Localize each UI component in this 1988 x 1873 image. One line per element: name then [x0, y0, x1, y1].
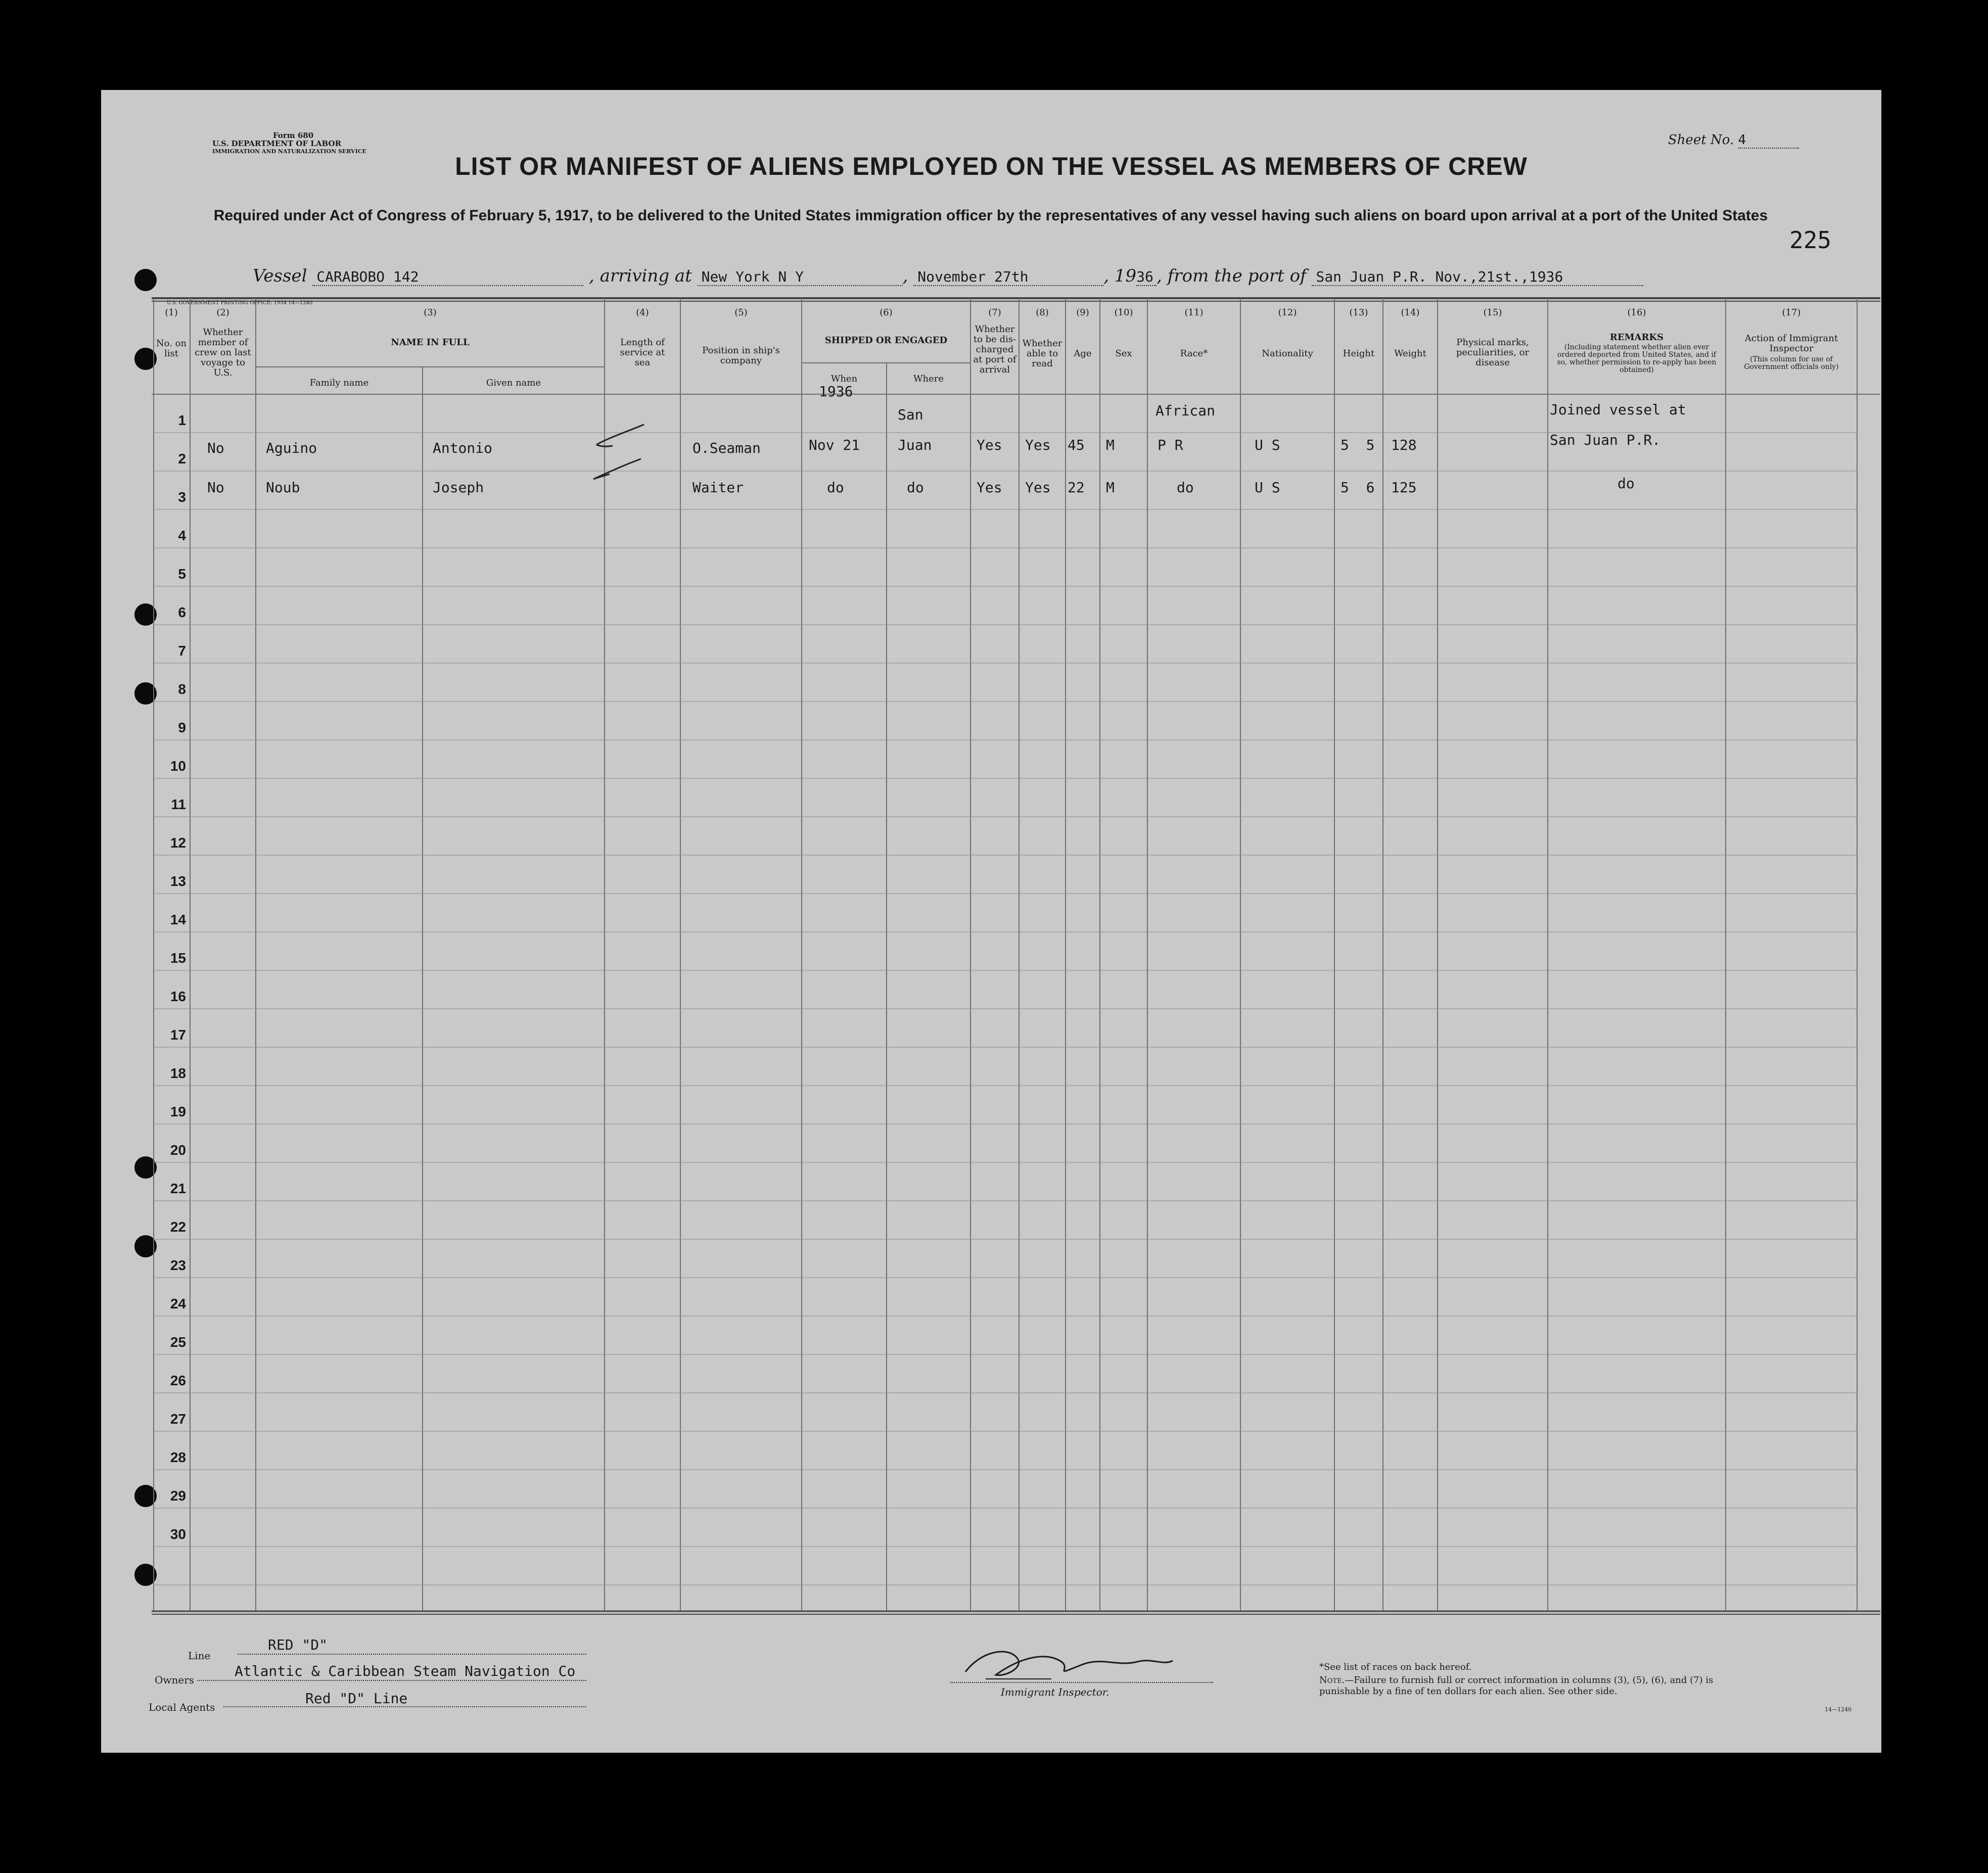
vessel-name: CARABOBO 142 [312, 268, 583, 286]
entry-1-sex: M [1106, 437, 1115, 453]
penalty-note [1319, 1675, 1714, 1697]
department-name: U.S. DEPARTMENT OF LABOR [212, 139, 342, 148]
col-header-16-sub: (Including statement whether alien ever ordered deported from United States, and if so, whether permission to re-apply has been obtained) [1557, 343, 1717, 374]
from-label: , from the port of [1157, 266, 1307, 286]
col-num-5: (5) [734, 307, 748, 318]
row-number: 14 [170, 912, 186, 927]
races-note: *See list of races on back hereof. [1319, 1662, 1472, 1672]
entry-1-given-name: Antonio [433, 440, 493, 456]
printing-office: U.S. GOVERNMENT PRINTING OFFICE: 1934 14—1240 [167, 300, 313, 306]
col-num-16: (16) [1627, 307, 1646, 318]
entry-1-crew: No [207, 440, 224, 456]
row-number: 9 [178, 720, 186, 735]
col-header-3: NAME IN FULL [391, 337, 470, 348]
entry-2-crew: No [207, 479, 224, 496]
arriving-label: , arriving at [589, 266, 692, 286]
col-header-11: Race* [1180, 348, 1208, 359]
row-number: 17 [170, 1027, 186, 1043]
col-num-10: (10) [1114, 307, 1133, 318]
row-number: 13 [170, 873, 186, 889]
col-header-15: Physical marks, peculiarities, or disease [1456, 337, 1530, 368]
col-header-1: No. on list [156, 338, 187, 359]
col-header-4: Length of service at sea [620, 337, 665, 368]
row-number: 5 [178, 566, 186, 582]
entry-1-when-year: 1936 [819, 383, 853, 400]
row-number: 10 [170, 758, 186, 774]
entry-1-race: P R [1158, 437, 1183, 453]
col-num-9: (9) [1076, 307, 1089, 318]
row-number: 26 [170, 1373, 186, 1388]
col-num-13: (13) [1349, 307, 1368, 318]
manifest-sheet [101, 90, 1881, 1753]
row-number: 19 [170, 1104, 186, 1119]
agents-label: Local Agents [149, 1701, 215, 1713]
row-number: 11 [171, 797, 186, 812]
row-number: 12 [170, 835, 186, 851]
entry-1-where: Juan [898, 437, 932, 453]
note-label: Note. [1319, 1675, 1345, 1685]
col-header-2: Whether member of crew on last voyage to U.S. [195, 327, 251, 378]
page-subtitle: Required under Act of Congress of February 5, 1917, to be delivered to the United States immigration officer by the representatives of any vessel having such aliens on board upon arrival at a port of the United States [213, 207, 1768, 224]
col-header-12: Nationality [1262, 348, 1313, 359]
agents-value: Red "D" Line [305, 1690, 408, 1707]
entry-1-remarks-line1: Joined vessel at [1550, 401, 1686, 418]
row-number: 15 [170, 950, 186, 966]
col-header-6-where: Where [913, 373, 944, 384]
col-header-14: Weight [1394, 348, 1426, 359]
entry-1-discharged: Yes [977, 437, 1002, 453]
note-text: —Failure to furnish full or correct information in columns (3), (5), (6), and (7) is punishable by a fine of ten dollars for each alien. See other side. [1319, 1675, 1714, 1697]
page-title: LIST OR MANIFEST OF ALIENS EMPLOYED ON THE VESSEL AS MEMBERS OF CREW [455, 152, 1528, 180]
row-number: 30 [170, 1526, 186, 1542]
row-number: 21 [170, 1181, 186, 1196]
form-code: 14—1240 [1825, 1706, 1852, 1713]
entry-2-remarks: do [1617, 475, 1635, 492]
entry-1-age: 45 [1068, 437, 1085, 453]
row-number: 2 [178, 451, 186, 466]
owners-underline [197, 1680, 586, 1681]
inspector-signature [950, 1642, 1213, 1687]
col-header-17-sub: (This column for use of Government officials only) [1744, 355, 1839, 371]
col-header-17: Action of Immigrant Inspector [1744, 333, 1838, 354]
row-number: 8 [178, 681, 186, 697]
owners-label: Owners [155, 1674, 195, 1686]
inspector-label: Immigrant Inspector. [1001, 1686, 1109, 1698]
entry-2-position: Waiter [692, 479, 744, 496]
row-number: 1 [178, 412, 186, 428]
agents-underline [223, 1706, 586, 1707]
col-num-17: (17) [1782, 307, 1801, 318]
vessel-label: Vessel [253, 266, 307, 286]
col-header-6: SHIPPED OR ENGAGED [824, 335, 948, 346]
form-number: Form 680 [273, 131, 314, 140]
col-header-10: Sex [1115, 348, 1132, 359]
row-number: 16 [170, 989, 186, 1004]
row-number: 3 [178, 489, 186, 505]
col-header-16: REMARKS [1609, 332, 1664, 343]
year-suffix: 36 [1136, 268, 1157, 286]
entry-2-age: 22 [1068, 479, 1085, 496]
entry-2-when: do [827, 479, 844, 496]
inspector-underline [950, 1682, 1213, 1683]
col-num-4: (4) [636, 307, 649, 318]
page-number: 225 [1789, 226, 1832, 254]
col-header-13: Height [1343, 348, 1375, 359]
entry-1-read: Yes [1025, 437, 1051, 453]
row-number: 29 [170, 1488, 186, 1504]
line-label: Line [188, 1650, 211, 1662]
col-header-5: Position in ship's company [702, 345, 780, 366]
entry-1-height: 5 5 [1340, 437, 1375, 453]
row-number: 24 [170, 1296, 186, 1312]
entry-2-given-name: Joseph [433, 479, 484, 496]
line-value: RED "D" [268, 1636, 328, 1653]
col-num-1: (1) [165, 307, 178, 318]
entry-1-nationality: U S [1255, 437, 1280, 453]
entry-1-remarks: San Juan P.R. [1550, 432, 1661, 448]
row-number: 27 [170, 1411, 186, 1427]
arriving-port: New York N Y [698, 268, 903, 286]
row-number: 4 [178, 528, 186, 543]
col-num-11: (11) [1184, 307, 1204, 318]
col-num-8: (8) [1036, 307, 1049, 318]
entry-2-sex: M [1106, 479, 1115, 496]
arrival-date: November 27th [913, 268, 1103, 286]
col-num-12: (12) [1278, 307, 1297, 318]
row-number: 22 [170, 1219, 186, 1235]
row-number: 23 [170, 1257, 186, 1273]
entry-1-where-line1: San [898, 406, 923, 423]
col-header-9: Age [1074, 348, 1092, 359]
sheet-number-label: Sheet No. [1668, 132, 1734, 148]
entry-1-position: O.Seaman [692, 440, 761, 456]
col-header-8: Whether able to read [1022, 338, 1062, 369]
owners-value: Atlantic & Caribbean Steam Navigation Co [235, 1663, 576, 1679]
entry-2-discharged: Yes [977, 479, 1002, 496]
col-num-6: (6) [880, 307, 893, 318]
col-header-6-when: When [830, 373, 858, 384]
entry-2-height: 5 6 [1340, 479, 1375, 496]
vessel-line: Vessel CARABOBO 142 , arriving at New York N Y , November 27th , 1936 , from the port of San Juan P.R. Nov.,21st.,1936 [253, 266, 1643, 286]
row-number: 18 [170, 1065, 186, 1081]
col-num-2: (2) [216, 307, 229, 318]
entry-1-weight: 128 [1391, 437, 1417, 453]
year-prefix: 19 [1114, 266, 1137, 286]
entry-2-where: do [907, 479, 924, 496]
col-header-3-family: Family name [309, 378, 369, 388]
departure-port: San Juan P.R. Nov.,21st.,1936 [1312, 268, 1643, 286]
entry-1-race-line1: African [1155, 402, 1216, 419]
col-num-7: (7) [988, 307, 1001, 318]
row-number: 20 [170, 1142, 186, 1158]
sheet-number-value: 4 [1738, 132, 1799, 149]
entry-1-family-name: Aguino [266, 440, 317, 456]
service-name: IMMIGRATION AND NATURALIZATION SERVICE [212, 148, 366, 155]
col-num-14: (14) [1401, 307, 1420, 318]
entry-2-race: do [1177, 479, 1194, 496]
entry-1-when: Nov 21 [809, 437, 860, 453]
row-number: 6 [178, 604, 186, 620]
row-number: 7 [178, 643, 186, 659]
col-num-15: (15) [1483, 307, 1502, 318]
entry-2-nationality: U S [1255, 479, 1280, 496]
col-header-3-given: Given name [486, 378, 541, 388]
pen-check-marks [586, 413, 647, 484]
row-number: 25 [170, 1334, 186, 1350]
row-number: 28 [170, 1449, 186, 1465]
line-underline [238, 1654, 586, 1655]
entry-2-read: Yes [1025, 479, 1051, 496]
entry-2-family-name: Noub [266, 479, 300, 496]
col-header-7: Whether to be dis-charged at port of arrival [973, 324, 1016, 375]
col-num-3: (3) [424, 307, 437, 318]
entry-2-weight: 125 [1391, 479, 1417, 496]
